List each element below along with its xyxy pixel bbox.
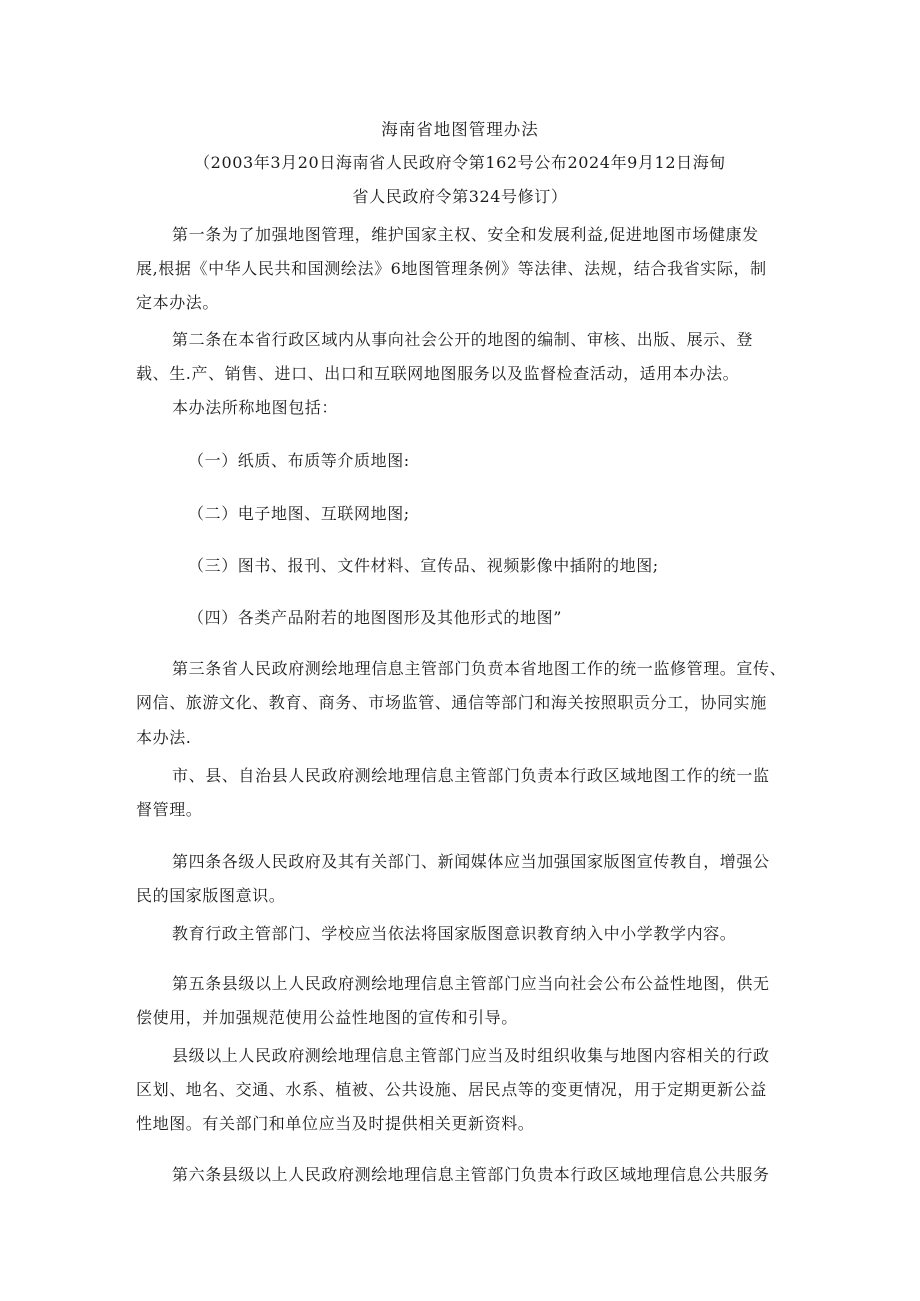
article-2-line-2: 载、生.产、销售、进口、出口和互联网地图服务以及监督检查活动，适用本办法。 <box>136 364 740 383</box>
article-4-line-2: 民的国家版图意识。 <box>136 886 286 905</box>
article-3-line-1: 第三条省人民政府测绘地理信息主管部门负贲本省地图工作的统一监修管理。宣传、 <box>172 659 787 678</box>
list-item: （四）各类产品附若的地图图形及其他形式的地图” <box>188 608 562 627</box>
article-5-para-2-line-2: 区划、地名、交通、水系、植被、公共设施、居民点等的变更情况，用于定期更新公益 <box>136 1080 767 1099</box>
article-3-para-2-line-1: 市、县、自治县人民政府测绘地理信息主管部门负责本行政区域地图工作的统一监 <box>172 766 770 785</box>
article-5-para-2-line-1: 县级以上人民政府测绘地理信息主管部门应当及时组织收集与地图内容相关的行政 <box>172 1046 770 1065</box>
article-5-para-2-line-3: 性地图。有关部门和单位应当及时提供相关更新资料。 <box>136 1114 535 1133</box>
article-2-scope-intro: 本办法所称地图包括： <box>172 398 339 417</box>
article-5-line-2: 偿使用，并加强规范使用公益性地图的宣传和引导。 <box>136 1008 518 1027</box>
article-4-para-2: 教育行政主管部门、学校应当依法将国家版图意识教育纳入中小学教学内容。 <box>172 924 737 943</box>
article-1-line-1: 第一条为了加强地图管理，维护国家主权、安全和发展利益,促进地图市场健康发 <box>172 225 759 244</box>
article-3-line-3: 本办法. <box>136 728 192 747</box>
document-subtitle-line-1: （2003年3月20日海南省人民政府令第162号公布2024年9月12日海甸 <box>194 153 726 172</box>
document-subtitle-line-2: 省人民政府令第324号修订） <box>352 187 568 206</box>
list-item: （三）图书、报刊、文件材料、宣传品、视频影像中插附的地图; <box>188 556 659 575</box>
list-item: （二）电子地图、互联网地图; <box>188 504 410 523</box>
article-3-line-2: 网信、旅游文化、教育、商务、市场监管、通信等部门和海关按照职贡分工，协同实施 <box>136 693 767 712</box>
article-3-para-2-line-2: 督管理。 <box>136 800 203 819</box>
article-4-line-1: 第四条各级人民政府及其有关部门、新闻媒体应当加强国家版图宣传教自，增强公 <box>172 852 770 871</box>
article-5-line-1: 第五条县级以上人民政府测绘地理信息主管部门应当向社会公布公益性地图，供无 <box>172 974 770 993</box>
document-title: 海南省地图管理办法 <box>381 120 539 139</box>
article-6-line-1: 第六条县级以上人民政府测绘地理信息主管部门负贵本行政区域地理信息公共服务 <box>172 1165 770 1184</box>
list-item: （一）纸质、布质等介质地图: <box>188 451 410 470</box>
article-1-line-2: 展,根据《中华人民共和国测绘法》6地图管理条例》等法律、法规，结合我省实际，制 <box>136 259 767 278</box>
article-1-line-3: 定本办法。 <box>136 293 220 312</box>
article-2-line-1: 第二条在本省行政区域内从事向社会公开的地图的编制、审核、出版、展示、登 <box>172 330 754 349</box>
